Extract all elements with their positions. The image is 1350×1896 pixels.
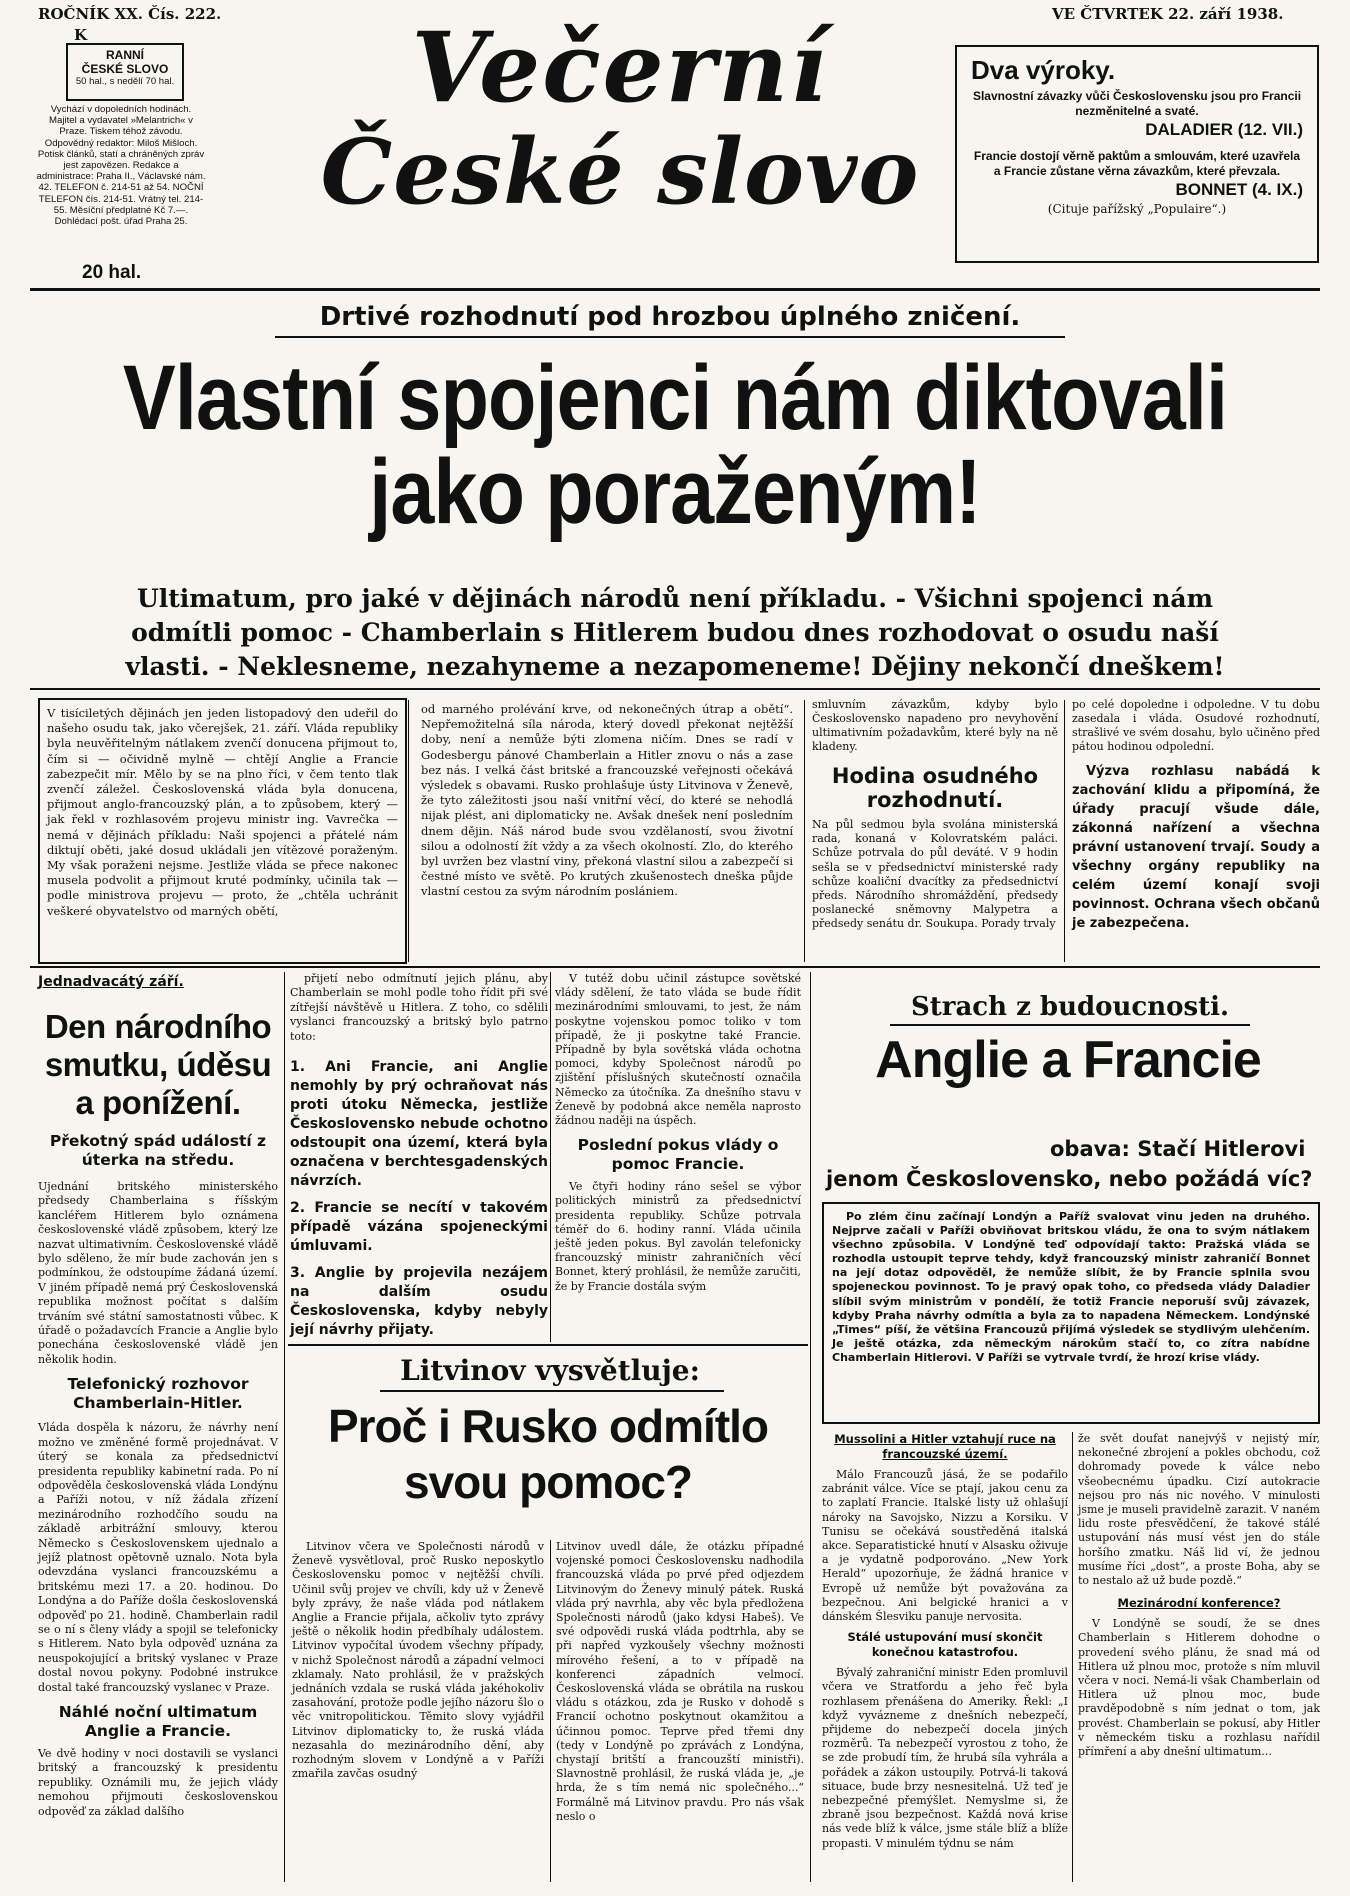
lead-article-col1: V tisíciletých dějinách jen jeden listopadový den udeřil do našeho osudu tak, jako včerejšek, 21. září. Vláda republiky byla neuvěřitelným nátlakem zvenčí donucena přijmout to, čím si — očividně mylně — chtějí Anglie a Francie zabezpečit mír. Mělo by se na plno říci, v čem tento tlak zvenčí záležel. Československá vláda byla donucena, přijmout anglo-francouzský plán, a to způsobem, který — jak řekl v rozhlasovém projevu ministr ing. Vavrečka — nemá v dějinách příkladu: Naši spojenci a přátelé nám diktují oběti, jaké dosud ukládali jen vítězové poraženým. My však poraženi nejsme. Jestliže vláda se přece nakonec musela podvolit a přijmout kruté podmínky, učinila tak — podle ministrova projevu — proto, že „chtěla uchránit veškeré obyvatelstvo od marných obětí,	[47, 706, 398, 918]
col-divider-left	[284, 972, 285, 1882]
left-text3: Ve dvě hodiny v noci dostavili se vyslanci britský a francouzský k presidentu republiky. Oznámili mu, že jejich vlády nemohou přijmouti československou odpověď za základ dalšího	[38, 1747, 278, 1818]
masthead-title	[300, 11, 940, 226]
lead-article-col1-box	[38, 698, 407, 964]
litvinov-col1	[292, 1540, 544, 1781]
lead-article-col2-wrap	[417, 700, 797, 902]
fear-sub-line1: obava: Stačí Hitlerovi	[1050, 1137, 1306, 1161]
left-sub1: Překotný spád událostí z úterka na středu.	[49, 1132, 267, 1169]
ranni-ceske-slovo-box	[66, 43, 184, 101]
price: 20 hal.	[82, 262, 142, 283]
right-mid-column	[555, 972, 801, 1294]
masthead-title-line1: Večerní	[411, 11, 829, 124]
litvinov-kicker-underline	[380, 1390, 724, 1392]
lead-headline	[120, 347, 1229, 543]
quote-box	[955, 45, 1319, 263]
last-attempt-body: Ve čtyři hodiny ráno sešel se výbor politických ministrů za předsednictví presidenta republiky. Schůze potrvala téměř do 6. hodiny ranní. Vláda učinila ještě jeden pokus. Byl zavolán telefonicky francouzský ministr zahraničních věcí Bonnet, který prohlásil, že nemůže zaručiti, že by Francie dostála svým	[555, 1180, 801, 1293]
conference-sub: Mezinárodní konference?	[1117, 1596, 1281, 1611]
litvinov-divider-top	[288, 1344, 808, 1346]
left-text1: Ujednání britského ministerského předsedy Chamberlaina s říšským kancléřem Hitlerem bylo oznámena československé vládě způsobem, který lze nazvat ultimativním. Československé vládě bylo sděleno, že mír bude zachován jen s podmínkou, že odstoupíme žádaná území. V jiném případě nemá prý Československá republika možnost počítat s dalším trváním své státní samostatnosti vůbec. K úřadě o požadavcích Francie a Anglie bylo ponechána československé vládě jen několik hodin.	[38, 1180, 278, 1366]
litvinov-col2-text: Litvinov uvedl dále, že otázku případné vojenské pomoci Československu nadhodila francouzská vláda po prvé před odjezdem Litvinovým do Ženevy minulý pátek. Ruská vláda prý navrhla, aby věc byla předložena Společnosti národů (jako kdysi Habeš). Ve své odpovědi ruská vláda podtrhla, aby se při napřed vyzkoušely všechny možnosti mírového řešení, a to v případě na konferenci západních velmocí. Československá vláda se obrátila na ruskou vládu s otázkou, zda je Rusko v dohodě s Francií ochotno poskytnout okamžitou a účinnou pomoc. Teprve před třemi dny (tedy v Londýně po zprávách z Londýna, chystají britští a francouzští ministři). Slavnostně prohlásil, že ruská vláda je, „je hrda, že s tím nemá nic společného...“ Formálně má Litvinov pravdu. Pro nás však neslo o	[556, 1540, 804, 1823]
col-divider-1	[408, 700, 409, 962]
lead-article-col3	[812, 698, 1058, 932]
col-divider-right	[810, 972, 811, 1882]
lead-deck-line2: odmítli pomoc - Chamberlain s Hitlerem budou dnes rozhodovat o osudu naší	[131, 618, 1219, 647]
litvinov-headline	[292, 1398, 804, 1510]
litvinov-col2	[556, 1540, 804, 1824]
left-sub3: Náhlé noční ultimatum Anglie a Francie.	[58, 1703, 258, 1740]
fear-kicker: Strach z budoucnosti.	[910, 992, 1230, 1022]
quote-source: (Cituje pařížský „Populaire“.)	[1047, 202, 1227, 216]
left-column	[38, 972, 278, 1819]
lead-kicker: Drtivé rozhodnutí pod hrozbou úplného zničení.	[319, 302, 1021, 332]
col-divider-3	[1064, 700, 1065, 962]
radio-appeal: Výzva rozhlasu nabádá k zachování klidu a připomíná, že úřady pracují všude dále, zákonná nařízení a všechna právní ustanovení trvají. Soudy a všechny orgány republiky na celém území konají svoji povinnost. Ochrana všech občanů je zabezpečena.	[1072, 764, 1320, 931]
lead-article-col2: od marného prolévání krve, od nekonečných útrap a obětí“. Nepřemožitelná síla národa, který dovedl překonat nejtěžší doby, není a nemůže býti zlomena ničím. Dnes se radí v Godesbergu pánové Chamberlain a Hitler znovu o nás a zase bez nás. I velká část britské a francouzské veřejnosti očekává výsledek s obavami. Rusko prohlašuje ústy Litvinova v Ženevě, že tyto záležitosti jsou naší vnitřní věcí, do které se nehodlá nijak plést, ani diplomaticky ne. Avšak dnešek není posledním dnem dějin. Náš národ bude svou vzdělaností, svou životní silou a odolností žít vždy a za všech okolností. Zlo, do kterého byl uvržen bez vlastní viny, překoná vlastní silou a zabezpečí si čestné místo ve světě. Po krutých zkušenostech dneška půjde vlastní cestou za svým národním poslániem.	[421, 702, 793, 899]
fear-sub-line2: jenom Československo, nebo požádá víc?	[826, 1167, 1313, 1191]
anglie-francie-title: Anglie a Francie	[875, 1031, 1261, 1089]
right-col-b	[1078, 1432, 1320, 1759]
blame-box-text: Po zlém činu začínají Londýn a Paříž svalovat vinu jeden na druhého. Nejprve začali v Paříži obviňovat britskou vládu, že ona to svým nátlakem všechno způsobila. V Londýně teď odpovídají takto: Pražská vláda se rozhodla ustoupit teprve tehdy, když francouzský ministr zahraničí Bonnet na její dotaz odpověděl, že nemůže slíbit, že by Francie splnila svou spojeneckou povinnost. To je pravý opak toho, co předseda vlády Daladier slíbil svým ministrům v pondělí, že totiž Francie neporuší svůj závazek, kdyby Praha návrhy odmítla a byla za to napadena Německem. Londýnské „Times“ píší, že většina Francouzů přijímá výsledek se stydlivým ulehčením. Je ještě otázka, zda německým nárokům stačí to, co zítra nabídne Chamberlain Hitlerovi. V Paříži se vytrvale tvrdí, že hrozí krise vlády.	[832, 1210, 1310, 1364]
lead-article-col3-top: smluvním závazkům, kdyby bylo Československo napadeno pro nevyhovění ultimativním požadavkům, které byly na ně kladeny.	[812, 698, 1058, 753]
section-divider	[30, 966, 1320, 968]
mussolini-text: Málo Francouzů jásá, že se podařilo zabránit válce. Více se ptají, jakou cenu za to zaplatí Francie. Italské listy už ohlašují nároky na Savojsko, Nizzu a Korsiku. V Tunisu se očekává soustředěná italská akce. Separatistické hnutí v Alsasku oživuje a je vydatně podporováno. „New York Herald“ upozorňuje, že žádná hranice v Evropě už nemůže být považována za bezpečnou. Ani belgické hranici a v dánském Šlesviku panuje nervosita.	[822, 1468, 1068, 1624]
condition-2: 2. Francie se necítí v takovém případě vázána spojeneckými úmluvami.	[290, 1200, 548, 1255]
litvinov-headline-line1: Proč i Rusko odmítlo	[327, 1400, 769, 1452]
fear-kicker-underline	[890, 1024, 1250, 1026]
lead-deck-line1: Ultimatum, pro jaké v dějinách národů není příkladu. - Všichni spojenci nám	[136, 584, 1214, 613]
right-col-a	[822, 1432, 1068, 1851]
quote-author-daladier: DALADIER (12. VII.)	[1145, 120, 1303, 139]
litvinov-headline-line2: svou pomoc?	[403, 1456, 693, 1508]
quote-bonnet: Francie dostojí věrně paktům a smlouvám, které uzavřela a Francie zůstane věrna závazkům, které převzala.	[973, 149, 1301, 178]
ranni-price: 50 hal., s nedělí 70 hal.	[75, 76, 175, 87]
col-divider-far-right	[1072, 1432, 1073, 1882]
volume-number: ROČNÍK XX. Čís. 222.	[38, 5, 222, 23]
lead-headline-line2: jako poraženým!	[369, 440, 981, 543]
eden-text: Bývalý zahraniční ministr Eden promluvil včera ve Stratfordu a jeho řeč byla rozhlasem přenášena do Ameriky. Řekl: „I když vyvázneme z dnešních nebezpečí, přijdeme do nebezpečí docela jiných rozměrů. Ta nebezpečí vyrostou z toho, že se zde probudí tím, že hrubá síla vyhrála a pořádek a zákon ustoupily. Potrvá-li taková situace, bude brzy nesnesitelná. Už teď je nebezpečné přemýšlet. Nemyslme si, že zbraně jsou bezpečnost. Každá nová krise nás vede blíž k válce, jsme stále blíž a blíže propasti. V minulém týdnu se nám	[822, 1666, 1068, 1850]
edition-letter: K	[74, 26, 88, 44]
masthead-divider	[30, 288, 1320, 291]
soviet-note: V tutéž dobu učinil zástupce sovětské vlády sdělení, že tato vláda se bude řídit mezinárodními smlouvami, to jest, že nám poskytne vojenskou pomoc toliko v tom případě, že ji poskytne také Francie. Případně by byla sovětská vláda ochotna pomoci, kdyby Společnost národů po zjištění příslušných skutečností označila Německo za útočníka. Za dnešního stavu v Ženevě by podobná akce neměla naprosto žádnou naději na úspěch.	[555, 972, 801, 1128]
mussolini-kicker: Mussolini a Hitler vztahují ruce na francouzské území.	[834, 1432, 1056, 1461]
last-attempt-title: Poslední pokus vlády o pomoc Francie.	[577, 1136, 779, 1174]
col-divider-litvinov	[550, 1540, 551, 1882]
lead-headline-line1: Vlastní spojenci nám diktovali	[122, 347, 1228, 449]
mid-intro: přijetí nebo odmítnutí jejich plánu, aby Chamberlain se mohl podle toho řídit při své zítřejší návštěvě u Hitlera. Z toho, co sdělili vyslanci francouzský a britský bylo patrno toto:	[290, 972, 548, 1043]
left-text2: Vláda dospěla k názoru, že návrhy není možno ve změněné formě projednávat. V úterý se konala za předsednictví presidenta republiky kabinetní rada. Po ní odpověděla československá vláda Londýnu a Paříži notou, v níž žádala zřízení mezinárodního rozhodčího soudu na základě arbitrážní smlouvy, kterou Německo s Československem ujednalo a jejíž platnost opětovně uznalo. Nota byla odevzdána vyslanci francouzskému a britskému mezi 17. a 20. hodinou. Do Londýna a do Paříže došla československá odpověď po 21. hodině. Chamberlain radil se o ní s členy vlády a spojil se telefonicky s Hitlerem. Nato byla odpověď uznána za neuspokojující a britský vyslanec v Praze dostal novou pokyny. Podobné instrukce dostal také francouzský vyslanec v Praze.	[38, 1421, 278, 1694]
mid-column	[290, 972, 548, 1340]
col-divider-mid	[550, 972, 551, 1342]
conference-text: V Londýně se soudí, že se dnes Chamberlain s Hitlerem dohodne o provedení svého plánu, že snad má od Hitlera už plnou moc, protože s ním mluvil včera v noci. Nemá-li však Chamberlain od Hitlera už plnou moc, bude pravděpodobně s ním jednat o tom, jak provést. Chamberlain se pokusí, aby Hitler v německém tisku a rozhlasu nařídil přímření a aby dnešní ultimatum...	[1078, 1617, 1320, 1759]
issue-date: VE ČTVRTEK 22. září 1938.	[1052, 5, 1284, 23]
lead-deck	[30, 582, 1320, 684]
lead-article-col4	[1072, 698, 1320, 933]
litvinov-col1-text: Litvinov včera ve Společnosti národů v Ženevě vysvětloval, proč Rusko neposkytlo Československu pomoc v nejtěžší chvíli. Učinil svůj projev ve chvíli, kdy už v Ženevě byly zprávy, že naše vláda pod nátlakem Anglie a Francie přijala, ačkoliv tyto zprávy ještě o několik hodin předbíhaly událostem. Litvinov vypočítal úvodem všechny případy, v nichž Společnost národů a západní velmoci zklamaly. Nato prohlásil, že v pražských jednáních vzdala se ruská vláda jakéhokoliv zasahování, protože podle jejího názoru šlo o věc vnitropolitickou. Těmito slovy vyjádřil Litvinov diplomaticky to, že ruská vláda nezasahla do mezinárodního dění, aby rozhodným slovem v Londýně a v Paříži zmařila zavčas osudný	[292, 1540, 544, 1781]
hodina-title: Hodina osudného rozhodnutí.	[831, 764, 1039, 812]
condition-3: 3. Anglie by projevila nezájem na dalším osudu Československa, kdyby nebyly její návrhy přijaty.	[290, 1265, 548, 1339]
lead-deck-line3: vlasti. - Neklesneme, nezahyneme a nezapomeneme! Dějiny nekončí dneškem!	[125, 652, 1225, 681]
quote-box-title: Dva výroky.	[971, 55, 1116, 85]
publisher-info: Vychází v dopoledních hodinách. Majitel a vydavatel »Melantrich« v Praze. Tiskem téhož závodu. Odpovědný redaktor: Miloš Mišloch. Potisk článků, statí a chráněných zpráv jest zapovězen. Redakce a administrace: Praha II., Václavské nám. 42. TELEFON č. 214-51 až 54. NOČNÍ TELEFON čís. 214-51. Vrátný tel. 214-55. Měsíční předplatné Kč 7.—. Dohlédací pošt. úřad Praha 25.	[36, 104, 206, 228]
ranni-label: RANNÍ	[106, 48, 144, 62]
col-divider-2	[804, 700, 805, 962]
eden-sub: Stálé ustupování musí skončit konečnou katastrofou.	[847, 1630, 1043, 1660]
lead-deck-divider	[30, 688, 1320, 690]
eden-continued: že svět doufat nanejvýš v nejistý mír, nekonečné zbrojení a pokles obchodu, což dohromady povede k válce nebo všeobecnému úpadku. Cizí autokracie nejsou pro nás nic nového. V minulosti jsme je museli pravidelně zarazit. V naném lidu roste přesvědčení, že takové stálé ustupování nás musí vést jen do stále horšího zmatku. Náš lid ví, že jednou musíme říci „dost“, a proste Boha, aby se to nestalo až už bude pozdě.“	[1078, 1432, 1320, 1588]
hodina-body: Na půl sedmou byla svolána ministerská rada, konaná v Kolovratském paláci. Schůze potrvala do půl deváté. V 9 hodin sešla se v předsednictví ministerské rady schůze koaliční dvacítky za předsednictví předs. Národního shromáždění, předsedy poslanecké sněmovny Malypetra a předsedy senátu dr. Soukupa. Porady trvaly	[812, 818, 1058, 931]
quote-daladier: Slavnostní závazky vůči Československu jsou pro Francii nezměnitelné a svaté.	[972, 89, 1302, 118]
blame-box	[822, 1202, 1320, 1424]
ranni-paper-name: ČESKÉ SLOVO	[81, 62, 169, 76]
masthead-title-line2: České slovo	[320, 119, 920, 225]
quote-author-bonnet: BONNET (4. IX.)	[1175, 180, 1303, 199]
lead-kicker-underline	[275, 336, 1065, 338]
left-dateline: Jednadvacátý září.	[38, 974, 184, 990]
litvinov-kicker: Litvinov vysvětluje:	[400, 1354, 700, 1387]
national-mourning-title: Den národního smutku, úděsu a ponížení.	[44, 1008, 272, 1121]
condition-1: 1. Ani Francie, ani Anglie nemohly by prý ochraňovat nás proti útoku Německa, jestliže Československo nebude ochotno odstoupit ona území, která byla označena v berchtesgadenských návrzích.	[290, 1059, 548, 1190]
lead-article-col4-top: po celé dopoledne i odpoledne. V tu dobu zasedala i vláda. Osudové rozhodnutí, strašlivé ve svém dosahu, bylo učiněno před pátou hodinou odpolední.	[1072, 698, 1320, 753]
left-sub2: Telefonický rozhovor Chamberlain-Hitler.	[67, 1375, 249, 1413]
